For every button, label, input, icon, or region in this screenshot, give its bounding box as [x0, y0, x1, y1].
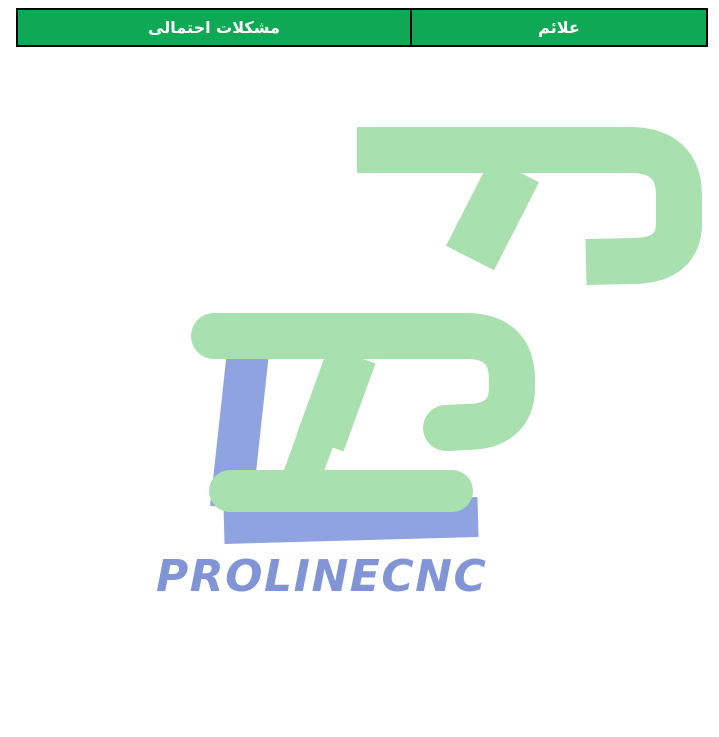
- logo-green-slant-bottom: [292, 400, 330, 503]
- problems-column-header: مشکلات احتمالی: [17, 9, 411, 46]
- logo-green-bowl-lower: [214, 336, 512, 428]
- logo-green-bowl-upper: [357, 150, 679, 262]
- watermark-text: PROLINECNC: [156, 551, 488, 602]
- logo-green-slant-lower: [320, 355, 352, 443]
- table-container: [16, 8, 708, 47]
- logo-blue-band: [224, 517, 478, 524]
- symptoms-column-header: علائم: [411, 9, 707, 46]
- header-row: [17, 9, 707, 46]
- logo-blue-riser: [231, 352, 248, 508]
- troubleshooting-table: [16, 8, 708, 47]
- logo-green-slant-upper: [470, 170, 515, 258]
